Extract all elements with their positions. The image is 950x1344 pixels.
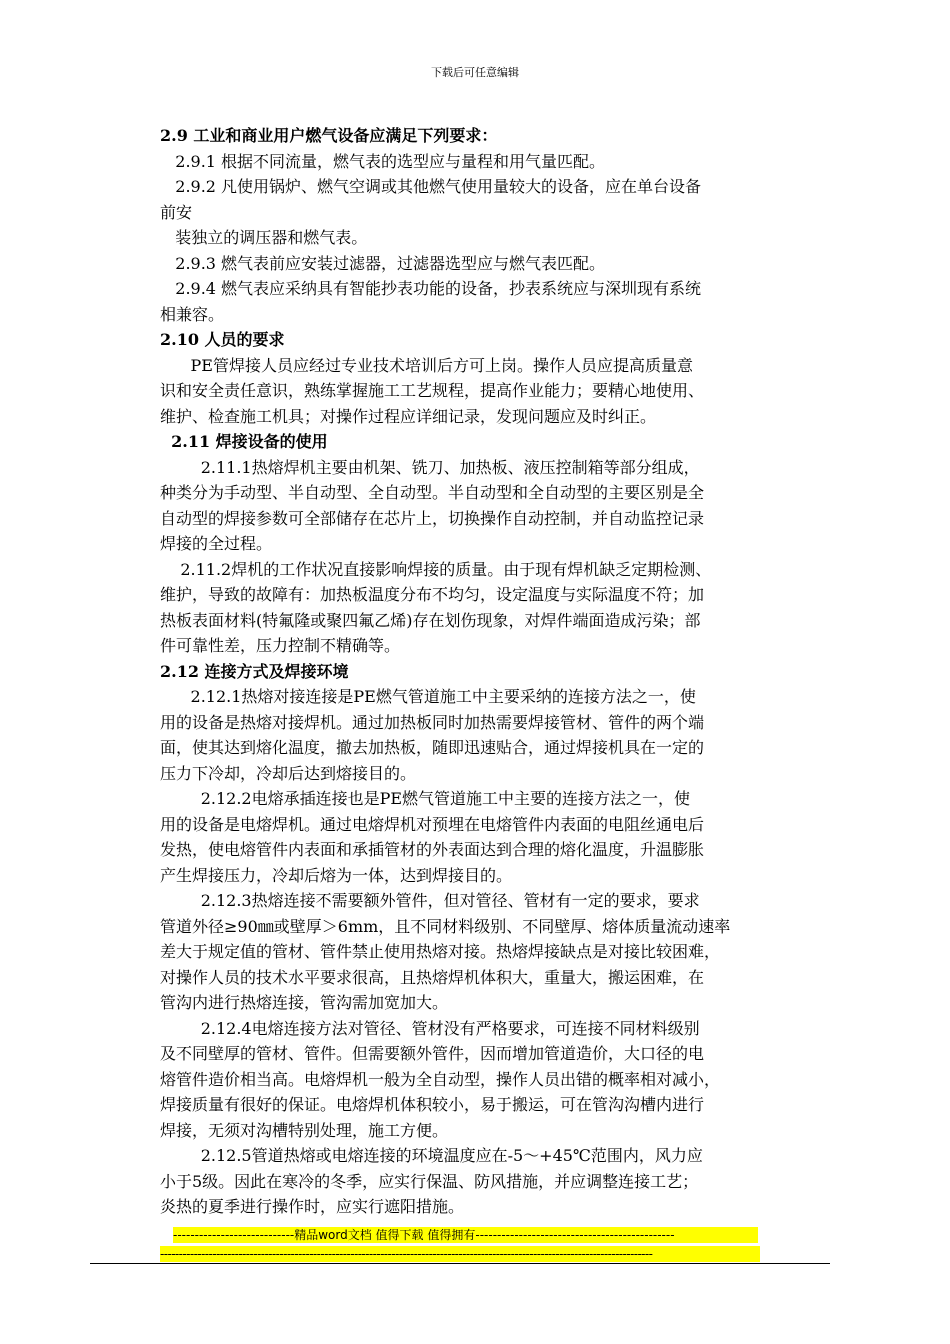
section-heading: 2.9 工业和商业用户燃气设备应满足下列要求：: [160, 126, 498, 145]
body-text-line: 相兼容。: [160, 304, 225, 324]
body-text-line: 焊接质量有很好的保证。电熔焊机体积较小，易于搬运，可在管沟沟槽内进行: [160, 1095, 705, 1114]
section-heading: 2.12 连接方式及焊接环境: [160, 661, 349, 681]
body-text-line: 产生焊接压力，冷却后熔为一体，达到焊接目的。: [160, 865, 513, 885]
page-bottom-rule: [90, 1263, 830, 1264]
body-text-line: 2.12.5管道热熔或电熔连接的环境温度应在-5～+45℃范围内，风力应: [160, 1146, 703, 1165]
body-text-line: 2.11.1热熔焊机主要由机架、铣刀、加热板、液压控制箱等部分组成，: [160, 457, 700, 477]
document-body: [160, 123, 832, 1220]
footer-banner-dashes: ------------------------------------------------------------------------------------------------------------------------------------: [160, 1246, 760, 1262]
section-heading: 2.11 焊接设备的使用: [160, 432, 328, 451]
body-text-line: 管沟内进行热熔连接，管沟需加宽加大。: [160, 993, 449, 1012]
body-text-line: 2.9.4 燃气表应采纳具有智能抄表功能的设备，抄表系统应与深圳现有系统: [160, 279, 702, 298]
section-heading: 2.10 人员的要求: [160, 330, 285, 349]
body-text-line: 压力下冷却，冷却后达到熔接目的。: [160, 763, 417, 783]
body-text-line: 对操作人员的技术水平要求很高，且热熔焊机体积大，重量大，搬运困难，在: [160, 967, 705, 987]
body-text-line: 2.12.1热熔对接连接是PE燃气管道施工中主要采纳的连接方法之一，使: [160, 687, 696, 706]
body-text-line: 用的设备是电熔焊机。通过电熔焊机对预埋在电熔管件内表面的电阻丝通电后: [160, 814, 705, 834]
body-text-line: 2.9.2 凡使用锅炉、燃气空调或其他燃气使用量较大的设备，应在单台设备: [160, 177, 702, 196]
body-text-line: 2.9.1 根据不同流量，燃气表的选型应与量程和用气量匹配。: [160, 151, 606, 171]
body-text-line: 2.12.3热熔连接不需要额外管件，但对管径、管材有一定的要求，要求: [160, 891, 700, 910]
body-text-line: 面，使其达到熔化温度，撤去加热板，随即迅速贴合，通过焊接机具在一定的: [160, 738, 705, 757]
body-text-line: 及不同壁厚的管材、管件。但需要额外管件，因而增加管道造价，大口径的电: [160, 1044, 705, 1063]
footer-banner-text: ----------------------------精品word文档 值得下载 值得拥有----------------------------------------------: [173, 1227, 758, 1243]
body-text-line: 维护，导致的故障有：加热板温度分布不均匀，设定温度与实际温度不符；加: [160, 585, 705, 604]
body-text-line: 管道外径≥90㎜或壁厚＞6mm，且不同材料级别、不同壁厚、熔体质量流动速率: [160, 916, 731, 936]
footer-banner: [160, 1227, 760, 1262]
body-text-line: 熔管件造价相当高。电熔焊机一般为全自动型，操作人员出错的概率相对减小，: [160, 1069, 721, 1089]
body-text-line: 2.11.2焊机的工作状况直接影响焊接的质量。由于现有焊机缺乏定期检测、: [160, 559, 712, 579]
body-text-line: 2.12.4电熔连接方法对管径、管材没有严格要求，可连接不同材料级别: [160, 1018, 700, 1038]
body-text-line: 装独立的调压器和燃气表。: [160, 228, 368, 247]
body-text-line: PE管焊接人员应经过专业技术培训后方可上岗。操作人员应提高质量意: [160, 355, 693, 375]
body-text-line: 2.12.2电熔承插连接也是PE燃气管道施工中主要的连接方法之一，使: [160, 789, 691, 808]
body-text-line: 识和安全责任意识，熟练掌握施工工艺规程，提高作业能力；要精心地使用、: [160, 381, 705, 400]
body-text-line: 小于5级。因此在寒冷的冬季，应实行保温、防风措施，并应调整连接工艺；: [160, 1171, 699, 1191]
body-text-line: 种类分为手动型、半自动型、全自动型。半自动型和全自动型的主要区别是全: [160, 483, 705, 502]
page-header-note: 下载后可任意编辑: [431, 66, 519, 79]
body-text-line: 维护、检查施工机具；对操作过程应详细记录，发现问题应及时纠正。: [160, 406, 657, 426]
body-text-line: 差大于规定值的管材、管件禁止使用热熔对接。热熔焊接缺点是对接比较困难，: [160, 942, 721, 961]
body-text-line: 焊接，无须对沟槽特别处理，施工方便。: [160, 1120, 449, 1140]
body-text-line: 件可靠性差，压力控制不精确等。: [160, 636, 401, 655]
body-text-line: 前安: [160, 202, 193, 222]
body-text-line: 炎热的夏季进行操作时，应实行遮阳措施。: [160, 1197, 465, 1216]
body-text-line: 焊接的全过程。: [160, 534, 273, 553]
body-text-line: 自动型的焊接参数可全部储存在芯片上，切换操作自动控制，并自动监控记录: [160, 508, 705, 528]
body-text-line: 2.9.3 燃气表前应安装过滤器，过滤器选型应与燃气表匹配。: [160, 253, 606, 273]
body-text-line: 发热，使电熔管件内表面和承插管材的外表面达到合理的熔化温度，升温膨胀: [160, 840, 705, 859]
body-text-line: 用的设备是热熔对接焊机。通过加热板同时加热需要焊接管材、管件的两个端: [160, 712, 705, 732]
body-text-line: 热板表面材料(特氟隆或聚四氟乙烯)存在划伤现象，对焊件端面造成污染；部: [160, 610, 701, 630]
